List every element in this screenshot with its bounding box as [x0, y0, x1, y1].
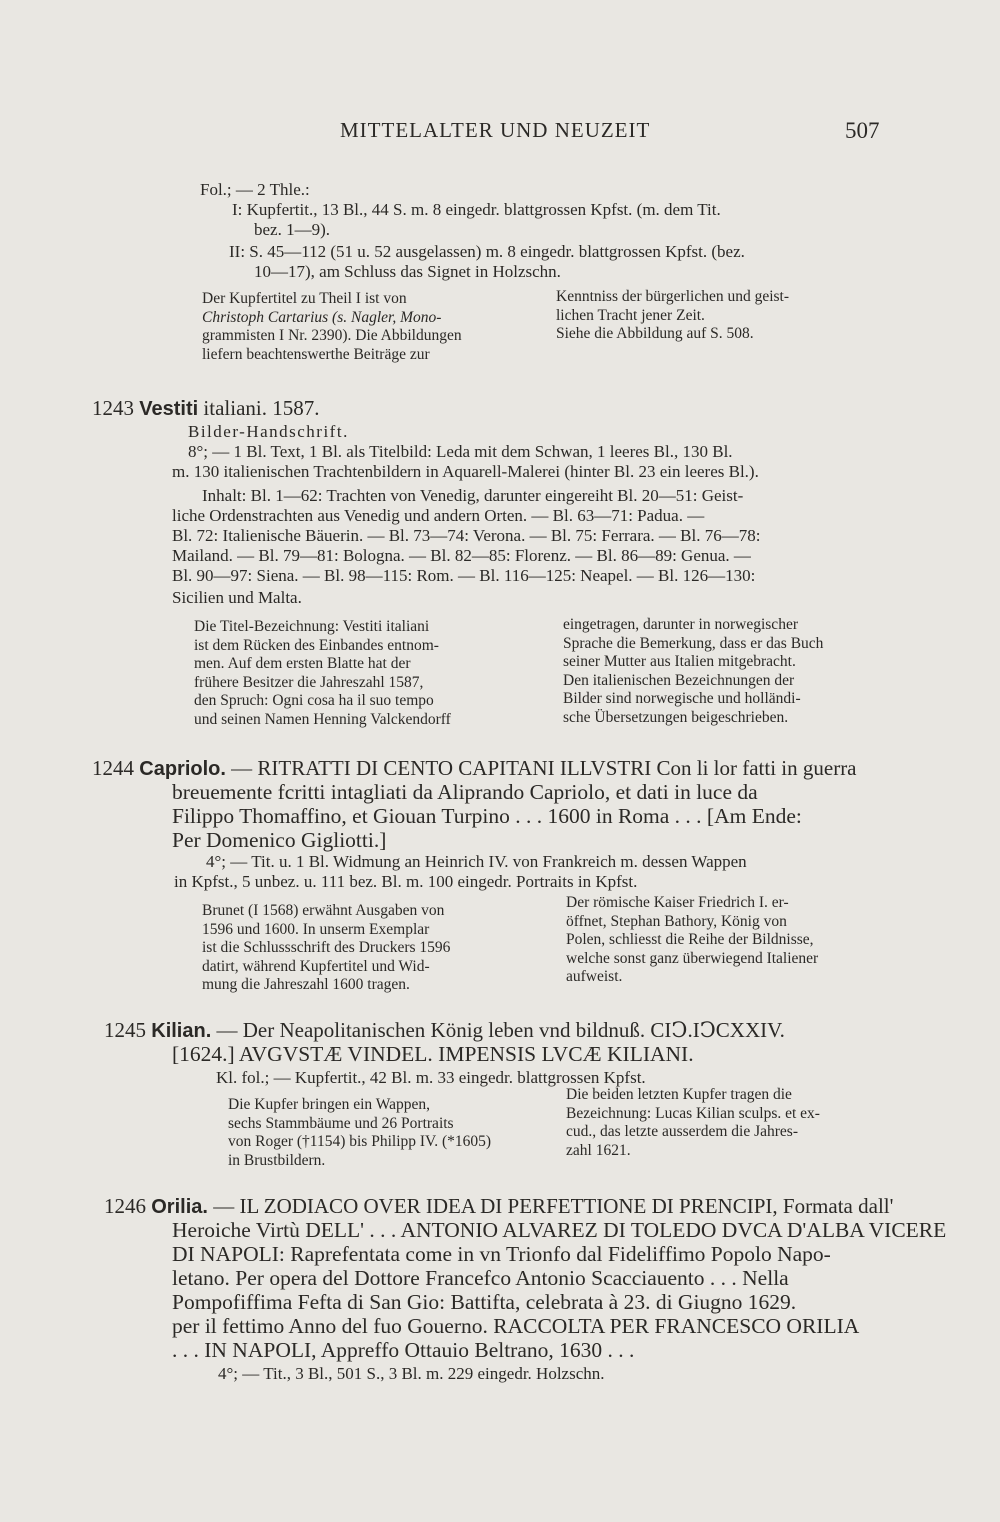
note-line: Polen, schliesst die Reihe der Bildnisse,: [566, 931, 814, 948]
text-line: liche Ordenstrachten aus Venedig und andern Orten. — Bl. 63—71: Padua. —: [172, 506, 705, 525]
note-left: [202, 290, 547, 364]
entry-number: 1244: [92, 756, 134, 780]
note-right: [566, 894, 911, 987]
note-line: von Roger (†1154) bis Philipp IV. (*1605): [228, 1133, 492, 1150]
entry-number: 1243: [92, 396, 134, 420]
note-line: aufweist.: [566, 968, 623, 985]
entry-name: Vestiti: [139, 398, 199, 420]
note-line: Bezeichnung: Lucas Kilian sculps. et ex-: [566, 1104, 820, 1122]
note-left: [194, 618, 539, 729]
note-line: zahl 1621.: [566, 1141, 631, 1159]
entry-heading: [104, 1018, 785, 1043]
note-line: Siehe die Abbildung auf S. 508.: [556, 325, 754, 342]
text-line: Mailand. — Bl. 79—81: Bologna. — Bl. 82—85: Florenz. — Bl. 86—89: Genua. —: [172, 546, 751, 565]
entry-title: — RITRATTI DI CENTO CAPITANI ILLVSTRI Con li lor fatti in guerra: [231, 756, 857, 780]
note-line: welche sonst ganz überwiegend Italiener: [566, 949, 819, 967]
note-line: sechs Stammbäume und 26 Portraits: [228, 1114, 454, 1132]
note-line: cud., das letzte ausserdem die Jahres-: [566, 1123, 798, 1140]
note-line: Die Kupfer bringen ein Wappen,: [228, 1096, 431, 1113]
note-line: seiner Mutter aus Italien mitgebracht.: [563, 653, 796, 670]
text-line: 4°; — Tit. u. 1 Bl. Widmung an Heinrich IV. von Frankreich m. dessen Wappen: [206, 852, 747, 871]
entry-heading: [92, 756, 857, 781]
text-line: Bl. 72: Italienische Bäuerin. — Bl. 73—74: Verona. — Bl. 75: Ferrara. — Bl. 76—78:: [172, 526, 761, 545]
text-line: Kl. fol.; — Kupfertit., 42 Bl. m. 33 eingedr. blattgrossen Kpfst.: [216, 1068, 646, 1087]
note-line: men. Auf dem ersten Blatte hat der: [194, 655, 411, 672]
note-line: Der römische Kaiser Friedrich I. er-: [566, 894, 789, 911]
text-line: Inhalt: Bl. 1—62: Trachten von Venedig, darunter eingereiht Bl. 20—51: Geist-: [202, 486, 744, 505]
note-line: Brunet (I 1568) erwähnt Ausgaben von: [202, 902, 445, 919]
entry-title: — Der Neapolitanischen König leben vnd bildnuß. CIↃ.IↃCXXIV.: [216, 1018, 785, 1042]
note-line: frühere Besitzer die Jahreszahl 1587,: [194, 673, 424, 691]
note-line: Christoph Cartarius (s. Nagler, Mono-: [202, 308, 442, 326]
entry-name: Kilian.: [151, 1020, 212, 1042]
page-number: 507: [845, 118, 880, 143]
entry-number: 1245: [104, 1018, 146, 1042]
text-line: Sicilien und Malta.: [172, 588, 302, 607]
note-line: den Spruch: Ogni cosa ha il suo tempo: [194, 692, 434, 709]
note-line: eingetragen, darunter in norwegischer: [563, 616, 798, 633]
entry-title: italiani. 1587.: [203, 396, 320, 420]
entry-number: 1246: [104, 1194, 146, 1218]
title-line: Filippo Thomaffino, et Giouan Turpino . . . 1600 in Roma . . . [Am Ende:: [172, 804, 802, 828]
entry-heading: [104, 1194, 893, 1219]
note-right: [566, 1086, 911, 1160]
text-line: II: S. 45—112 (51 u. 52 ausgelassen) m. 8 eingedr. blattgrossen Kpfst. (bez.: [229, 242, 745, 261]
note-line: liefern beachtenswerthe Beiträge zur: [202, 345, 430, 363]
note-line: Die beiden letzten Kupfer tragen die: [566, 1086, 792, 1103]
entry-name: Capriolo.: [139, 758, 226, 780]
note-left: [202, 902, 547, 995]
note-right: [556, 288, 901, 344]
note-line: in Brustbildern.: [228, 1151, 326, 1169]
note-line: sche Übersetzungen beigeschrieben.: [563, 708, 789, 726]
note-line: lichen Tracht jener Zeit.: [556, 306, 705, 324]
note-line: Die Titel-Bezeichnung: Vestiti italiani: [194, 618, 430, 635]
note-line: 1596 und 1600. In unserm Exemplar: [202, 920, 430, 938]
text-line: m. 130 italienischen Trachtenbildern in Aquarell-Malerei (hinter Bl. 23 ein leeres Bl.).: [172, 462, 759, 481]
title-line: per il fettimo Anno del fuo Gouerno. RACCOLTA PER FRANCESCO ORILIA: [172, 1314, 860, 1338]
note-line: ist dem Rücken des Einbandes entnom-: [194, 636, 439, 654]
running-title: MITTELALTER UND NEUZEIT: [340, 118, 651, 142]
note-line: Sprache die Bemerkung, dass er das Buch: [563, 634, 824, 652]
note-left: [228, 1096, 573, 1170]
text-line: bez. 1—9).: [254, 220, 331, 239]
note-line: ist die Schlussschrift des Druckers 1596: [202, 939, 451, 956]
title-line: letano. Per opera del Dottore Francefco Antonio Scacciauento . . . Nella: [172, 1266, 789, 1290]
page-header: [0, 118, 1000, 148]
title-line: DI NAPOLI: Raprefentata come in vn Trionfo dal Fideliffimo Popolo Napo-: [172, 1242, 831, 1266]
text-line: 8°; — 1 Bl. Text, 1 Bl. als Titelbild: Leda mit dem Schwan, 1 leeres Bl., 130 Bl.: [188, 442, 733, 461]
note-line: mung die Jahreszahl 1600 tragen.: [202, 976, 410, 993]
note-line: Der Kupfertitel zu Theil I ist von: [202, 290, 407, 307]
note-line: datirt, während Kupfertitel und Wid-: [202, 957, 430, 975]
entry-heading: [92, 396, 320, 421]
title-line: Per Domenico Gigliotti.]: [172, 828, 387, 852]
entry-title: — IL ZODIACO OVER IDEA DI PERFETTIONE DI PRENCIPI, Formata dall': [213, 1194, 894, 1218]
note-line: öffnet, Stephan Bathory, König von: [566, 912, 787, 930]
text-line: Bilder-Handschrift.: [188, 422, 349, 441]
entry-name: Orilia.: [151, 1196, 208, 1218]
note-line: Kenntniss der bürgerlichen und geist-: [556, 288, 790, 305]
text-line: I: Kupfertit., 13 Bl., 44 S. m. 8 eingedr. blattgrossen Kpfst. (m. dem Tit.: [232, 200, 721, 219]
text-line: Bl. 90—97: Siena. — Bl. 98—115: Rom. — Bl. 116—125: Neapel. — Bl. 126—130:: [172, 566, 756, 585]
text-line: Fol.; — 2 Thle.:: [200, 180, 310, 199]
note-line: und seinen Namen Henning Valckendorff: [194, 710, 451, 728]
title-line: . . . IN NAPOLI, Appreffo Ottauio Beltrano, 1630 . . .: [172, 1338, 635, 1362]
note-line: Den italienischen Bezeichnungen der: [563, 671, 795, 689]
title-line: Pompofiffima Fefta di San Gio: Battifta, celebrata à 23. di Giugno 1629.: [172, 1290, 797, 1314]
text-line: 4°; — Tit., 3 Bl., 501 S., 3 Bl. m. 229 eingedr. Holzschn.: [218, 1364, 605, 1383]
title-line: breuemente fcritti intagliati da Aliprando Capriolo, et dati in luce da: [172, 780, 758, 804]
title-line: Heroiche Virtù DELL' . . . ANTONIO ALVAREZ DI TOLEDO DVCA D'ALBA VICERE: [172, 1218, 947, 1242]
text-line: in Kpfst., 5 unbez. u. 111 bez. Bl. m. 100 eingedr. Portraits in Kpfst.: [174, 872, 638, 891]
note-line: Bilder sind norwegische und holländi-: [563, 690, 801, 707]
text-line: 10—17), am Schluss das Signet in Holzschn.: [254, 262, 561, 281]
title-line: [1624.] AVGVSTÆ VINDEL. IMPENSIS LVCÆ KILIANI.: [172, 1042, 694, 1066]
note-line: grammisten I Nr. 2390). Die Abbildungen: [202, 327, 462, 344]
note-right: [563, 616, 908, 727]
